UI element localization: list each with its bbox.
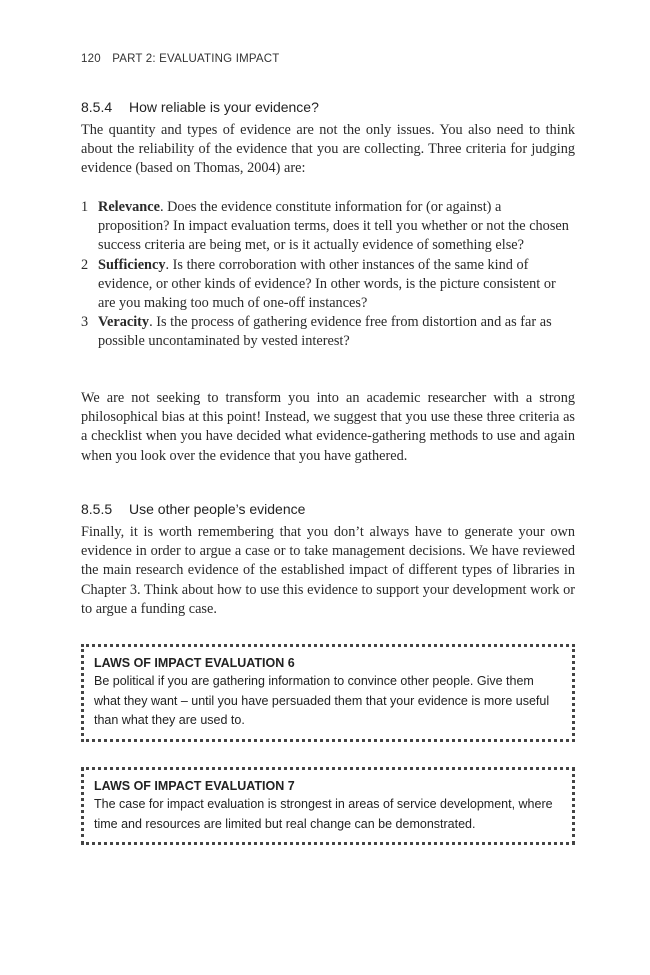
law-box-title: LAWS OF IMPACT EVALUATION 6 (94, 656, 295, 670)
law-box-title: LAWS OF IMPACT EVALUATION 7 (94, 779, 295, 793)
intro-paragraph: The quantity and types of evidence are not the only issues. You also need to think about the reliability of the evidence that you are collecting. Three criteria for judging evidence (based on Thomas, 2004) are: (81, 122, 575, 177)
list-item (81, 198, 575, 256)
list-item (81, 256, 575, 314)
criteria-text: . Is there corroboration with other instances of the same kind of evidence, or other kinds of evidence? In other words, is the picture consistent or are you making too much of one-off instances? (98, 256, 556, 312)
section-number: 8.5.5 (81, 501, 113, 517)
list-number: 2 (81, 256, 89, 273)
list-item (81, 313, 575, 351)
criteria-list (81, 198, 575, 352)
criteria-term: Sufficiency (98, 256, 166, 273)
section-heading-8-5-4 (81, 99, 319, 115)
law-box-6 (81, 644, 575, 742)
section2-paragraph: Finally, it is worth remembering that you don’t always have to generate your own evidence in order to argue a case or to take management decisions. We have reviewed the main research evidence of the established impact of different types of libraries in Chapter 3. Think about how to use this evidence to support your development work or to argue a funding case. (81, 524, 575, 617)
section-title: Use other people’s evidence (129, 501, 306, 517)
section-title: How reliable is your evidence? (129, 99, 319, 115)
section-number: 8.5.4 (81, 99, 113, 115)
law-box-text: Be political if you are gathering information to convince other people. Give them what they want – until you have persuaded them that your evidence is more useful than what they are used to. (94, 674, 550, 727)
list-number: 3 (81, 314, 89, 331)
section-heading-8-5-5 (81, 501, 305, 517)
criteria-text: . Does the evidence constitute information for (or against) a proposition? In impact evaluation terms, does it tell you whether or not the chosen success criteria are being met, or is it actually evidence of something else? (98, 199, 569, 254)
running-header (81, 53, 280, 65)
law-box-7 (81, 767, 575, 845)
criteria-text: . Is the process of gathering evidence free from distortion and as far as possible uncontaminated by vested interest? (98, 314, 552, 350)
criteria-term: Relevance (98, 199, 160, 215)
criteria-term: Veracity (98, 314, 150, 331)
running-title: PART 2: EVALUATING IMPACT (112, 53, 280, 65)
closing-paragraph: We are not seeking to transform you into an academic researcher with a strong philosophical bias at this point! Instead, we suggest that you use these three criteria as a checklist when you have decided what evidence-gathering methods to use and again when you look over the evidence that you have gathered. (81, 390, 575, 464)
law-box-text: The case for impact evaluation is strongest in areas of service development, where time and resources are limited but real change can be demonstrated. (94, 797, 553, 831)
page-number: 120 (81, 53, 101, 65)
list-number: 1 (81, 199, 89, 215)
